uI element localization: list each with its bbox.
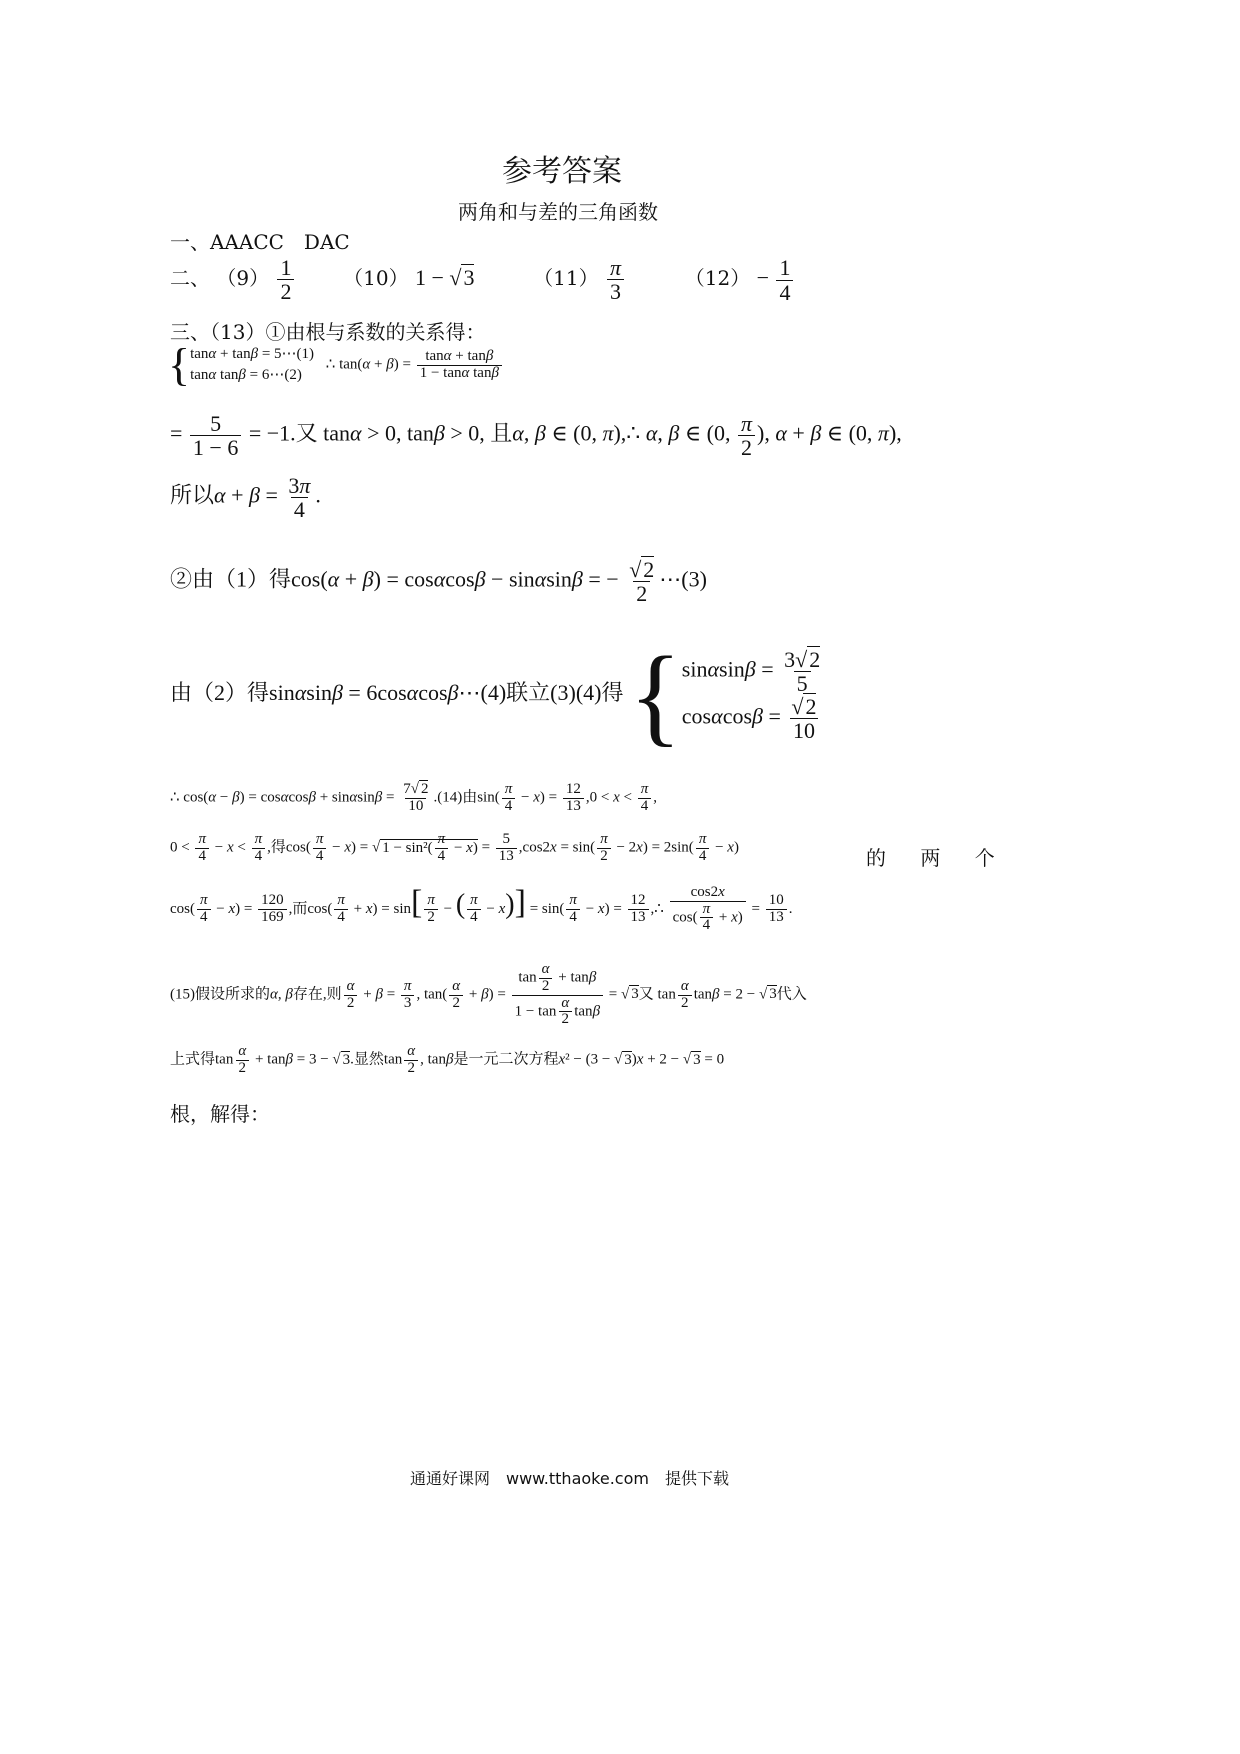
equation-line-3: 所以α + β = $\frac{3\pi}{4}$ .	[170, 473, 321, 523]
equation-system-1: { tanα + tanβ = 5⋯(1) tanα tanβ = 6⋯(2) ∴ tan(α + β) = $\frac{\tan\alpha + \tan\beta}{\text{1 − tanα tanβ}}$	[168, 342, 504, 388]
section-2-label: 二、	[170, 266, 210, 291]
section-2-answers	[170, 256, 795, 304]
equation-line-7: 0 < $\frac{\pi}{4}$ − x < $\frac{\pi}{4}$ ,得cos( $\frac{\pi}{4}$ − x) = √ 1 − sin²( $\frac{\pi}{4}$ − x) = $\frac{5}{13}$ ,cos2x = sin( $\frac{\pi}{2}$ − 2x) = 2sin( $\frac{\pi}{4}$ − x)	[170, 831, 739, 864]
text-gen-jiede: 根，解得：	[170, 1102, 270, 1126]
equation-line-10: 上式得tan $\frac{\alpha}{2}$ + tanβ = 3 − √ 3.显然tan $\frac{\alpha}{2}$ , tanβ是一元二次方程x² − (3 − √ 3)x + 2 − √ 3 = 0	[170, 1043, 725, 1076]
equation-line-5: 由（2）得sinαsinβ = 6cosαcosβ⋯(4)联立(3)(4)得 { sinαsinβ = $\frac{3√2}{5}$ cosαcosβ = $\frac{√2}{10}$	[170, 634, 821, 756]
equation-line-2: = $\frac{5}{1 - 6}$ = −1.又 tanα > 0, tanβ > 0, 且α, β ∈ (0, π),∴ α, β ∈ (0, $\frac{\pi}{2}$ ), α + β ∈ (0, π),	[170, 411, 902, 461]
q12-answer: − $\frac{1}{4}$	[757, 265, 796, 290]
q12-label: （12）	[684, 266, 751, 291]
word-so: 所以	[170, 482, 215, 508]
section-3-q13-intro: 三、（13）①由根与系数的关系得：	[170, 320, 486, 344]
link-34-label: 联立(3)(4)得	[506, 680, 624, 706]
equation-line-8: cos( $\frac{\pi}{4}$ − x) = $\frac{120}{169}$ ,而cos( $\frac{\pi}{4}$ + x) = sin[ $\frac{\pi}{2}$ − ( $\frac{\pi}{4}$ − x)] = sin( $\frac{\pi}{4}$ − x) = $\frac{12}{13}$ ,∴ cos2x cos( $\frac{\pi}{4}$ + x) = $\frac{10}{13}$ .	[170, 883, 793, 934]
section-1-answers: 一、AAACC DAC	[170, 230, 350, 254]
part-2-intro: ②由（1）得	[170, 566, 292, 592]
p15-you: 又	[638, 986, 654, 1003]
page-title: 参考答案	[502, 154, 622, 189]
q9-label: （9）	[216, 266, 270, 291]
p15-intro: (15)假设所求的	[170, 986, 270, 1003]
shangshi-label: 上式得	[170, 1051, 216, 1068]
shi-label: 是一元二次方程	[453, 1051, 559, 1068]
equation-line-9: (15)假设所求的α, β存在,则 $\frac{\alpha}{2}$ + β = $\frac{\pi}{3}$ , tan( $\frac{\alpha}{2}$ + β) = tan $\frac{\alpha}{2}$ + tanβ 1 − tan $\frac{\alpha}{2}$ tanβ = √ 3又 tan $\frac{\alpha}{2}$ tanβ = 2 − √ 3代入	[170, 961, 807, 1028]
p15-cunzai: 存在,则	[292, 986, 342, 1003]
equation-line-6: ∴ cos(α − β) = cosαcosβ + sinαsinβ = $\frac{7√ 2}{10}$ .(14)由sin( $\frac{\pi}{4}$ − x) = $\frac{12}{13}$ ,0 < x < $\frac{\pi}{4}$ ,	[170, 781, 657, 814]
xianran-label: 显然	[353, 1051, 384, 1068]
by-2-label: 由（2）得	[170, 680, 270, 706]
q10-label: （10）	[343, 266, 409, 291]
q10-answer: 1 − √3	[414, 265, 475, 291]
text-de-liang-ge: 的 两 个	[866, 846, 1009, 870]
equation-line-4: ②由（1）得cos(α + β) = cosαcosβ − sinαsinβ = − $\frac{√2}{2}$ ⋯(3)	[170, 557, 707, 607]
q9-answer: $\frac{1}{2}$	[277, 256, 294, 303]
page-footer: 通通好课网 www.tthaoke.com 提供下载	[410, 1469, 729, 1488]
page-subtitle: 两角和与差的三角函数	[458, 200, 658, 224]
q11-label: （11）	[533, 266, 599, 291]
p15-dairu: 代入	[776, 986, 807, 1003]
q11-answer: $\frac{\pi}{3}$	[607, 256, 624, 303]
